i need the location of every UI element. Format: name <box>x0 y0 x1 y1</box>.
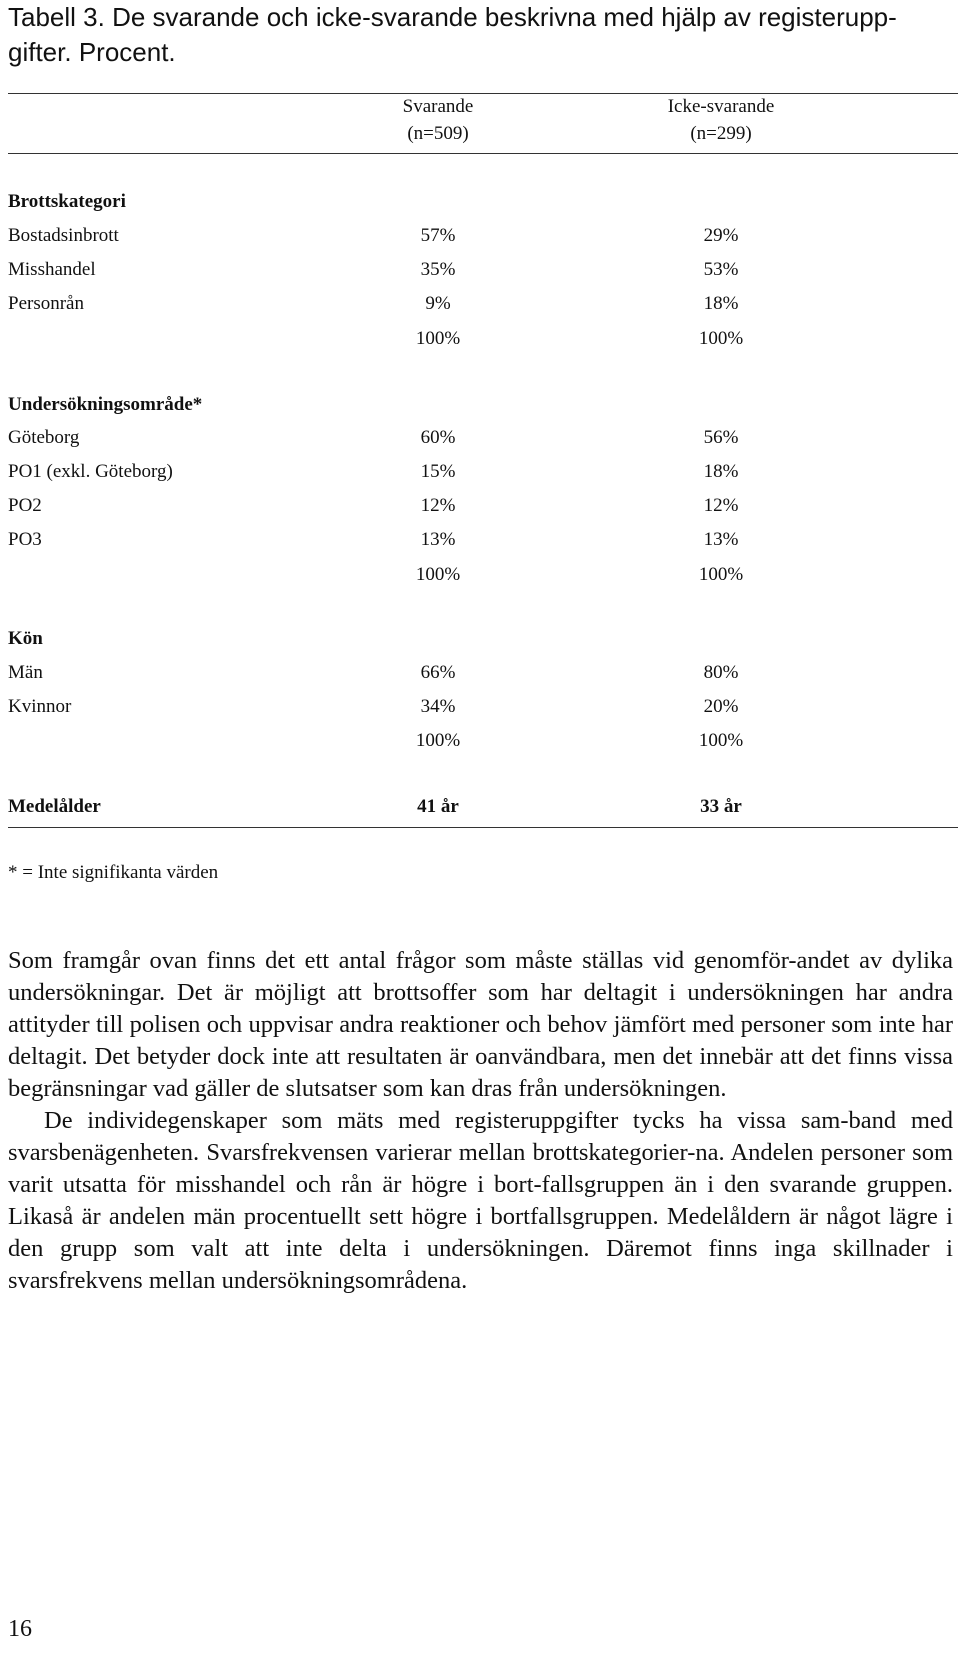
cell-svarande: 35% <box>420 259 456 280</box>
table-row <box>8 421 958 455</box>
row-label: Bostadsinbrott <box>8 225 119 246</box>
row-label: Kvinnor <box>8 696 72 717</box>
caption-line-1: Tabell 3. De svarande och icke-svarande beskrivna med hjälp av registerupp- <box>8 2 897 32</box>
table-footnote: * = Inte signifikanta värden <box>8 862 219 883</box>
table-row <box>8 185 958 219</box>
table-row <box>8 287 958 321</box>
row-label: Män <box>8 662 43 683</box>
cell-icke-svarande: 12% <box>703 495 739 516</box>
cell-svarande: 100% <box>415 564 461 585</box>
table-row <box>8 622 958 656</box>
cell-svarande: 60% <box>420 427 456 448</box>
column-header-icke-svarande: Icke-svarande (n=299) <box>667 96 775 144</box>
caption-line-2: gifter. Procent. <box>8 37 176 67</box>
header-bottom-rule <box>8 153 958 154</box>
cell-svarande: 100% <box>415 328 461 349</box>
table-row <box>8 322 958 356</box>
row-label: Kön <box>8 628 43 649</box>
cell-icke-svarande: 100% <box>698 564 744 585</box>
cell-icke-svarande: 56% <box>703 427 739 448</box>
cell-icke-svarande: 80% <box>703 662 739 683</box>
cell-icke-svarande: 29% <box>703 225 739 246</box>
cell-svarande: 9% <box>425 293 451 314</box>
cell-svarande: 66% <box>420 662 456 683</box>
table-row <box>8 790 958 824</box>
paragraph-1: Som framgår ovan finns det ett antal frågor som måste ställas vid genomför-andet av dylika undersökningar. Det är möjligt att brottsoffer som har deltagit i undersökningen har andra attityder till polisen och uppvisar andra reaktioner och behov jämfört med personer som inte har deltagit. Det betyder dock inte att resultaten är oanvändbara, men det innebär att det finns vissa begränsningar vad gäller de slutsatser som kan dras från undersökningen. <box>8 947 953 1102</box>
cell-icke-svarande: 53% <box>703 259 739 280</box>
cell-icke-svarande: 100% <box>698 730 744 751</box>
body-text <box>8 945 953 1297</box>
row-label: Medelålder <box>8 796 101 817</box>
row-label: PO1 (exkl. Göteborg) <box>8 461 173 482</box>
row-label: PO3 <box>8 529 42 550</box>
cell-icke-svarande: 13% <box>703 529 739 550</box>
row-label: Misshandel <box>8 259 96 280</box>
paragraph-2: De individegenskaper som mäts med registeruppgifter tycks ha vissa sam-band med svarsbenägenheten. Svarsfrekvensen varierar mellan brottskategorier-na. Andelen personer som varit utsatta för misshandel och rån är högre i bort-fallsgruppen än i den svarande gruppen. Likaså är andelen män procentuellt sett högre i bortfallsgruppen. Medelåldern är något lägre i den grupp som valt att inte delta i undersökningen. Däremot finns inga skillnader i svarsfrekvens mellan undersökningsområdena. <box>8 1107 953 1294</box>
table-row <box>8 388 958 422</box>
cell-icke-svarande: 18% <box>703 293 739 314</box>
table-row <box>8 523 958 557</box>
row-label: Personrån <box>8 293 84 314</box>
cell-svarande: 34% <box>420 696 456 717</box>
table-bottom-rule <box>8 827 958 828</box>
cell-svarande: 57% <box>420 225 456 246</box>
column-header-svarande: Svarande (n=509) <box>402 96 474 144</box>
row-label: Brottskategori <box>8 191 126 212</box>
page-number: 16 <box>8 1616 32 1642</box>
cell-svarande: 41 år <box>417 796 459 817</box>
row-label: Göteborg <box>8 427 80 448</box>
table-row <box>8 219 958 253</box>
cell-svarande: 15% <box>420 461 456 482</box>
table-row <box>8 690 958 724</box>
cell-svarande: 100% <box>415 730 461 751</box>
table-row <box>8 724 958 758</box>
cell-svarande: 13% <box>420 529 456 550</box>
table-row <box>8 656 958 690</box>
table-caption <box>8 0 938 70</box>
row-label: PO2 <box>8 495 42 516</box>
cell-icke-svarande: 20% <box>703 696 739 717</box>
row-label: Undersökningsområde* <box>8 394 203 415</box>
table-row <box>8 253 958 287</box>
table-row <box>8 558 958 592</box>
cell-icke-svarande: 18% <box>703 461 739 482</box>
cell-icke-svarande: 100% <box>698 328 744 349</box>
table-row <box>8 489 958 523</box>
cell-icke-svarande: 33 år <box>700 796 742 817</box>
table-row <box>8 455 958 489</box>
cell-svarande: 12% <box>420 495 456 516</box>
